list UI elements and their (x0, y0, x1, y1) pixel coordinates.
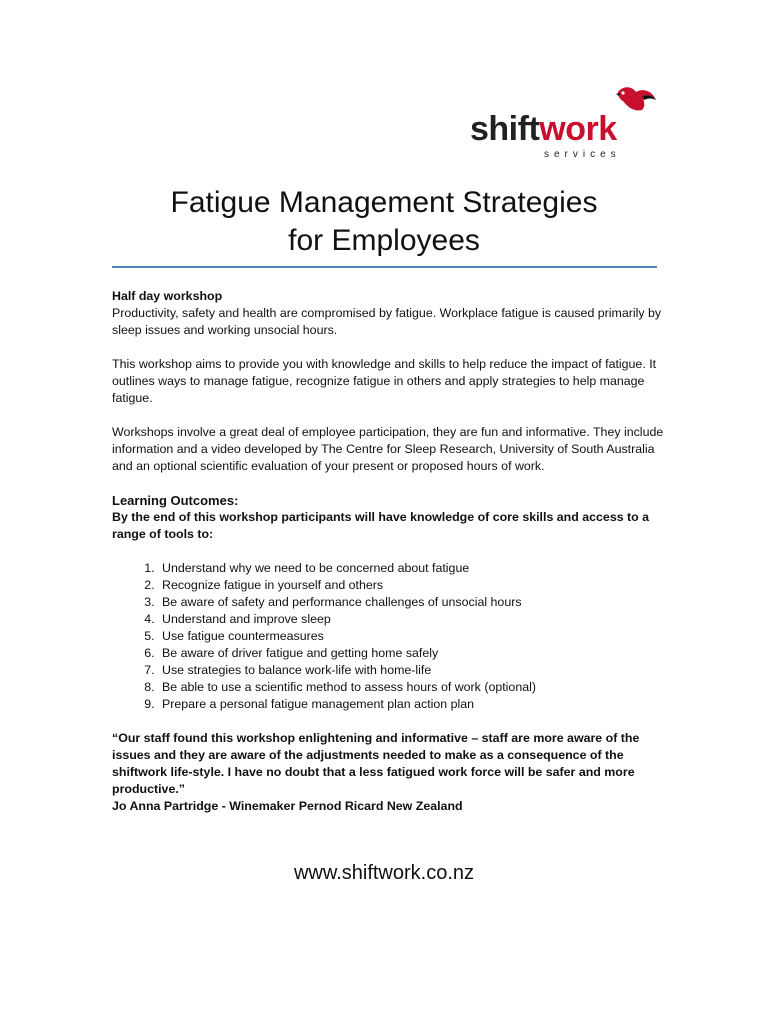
learning-outcomes-heading: Learning Outcomes: (112, 493, 239, 508)
outcomes-list (112, 560, 672, 713)
logo-wordmark: shiftwork (470, 110, 617, 148)
document-body (112, 288, 672, 815)
testimonial (112, 730, 672, 815)
website-link[interactable]: www.shiftwork.co.nz (293, 862, 475, 884)
intro-paragraph (112, 288, 672, 339)
title-line-1: Fatigue Management Strategies (170, 186, 598, 219)
bird-icon (612, 84, 656, 120)
title-divider (112, 266, 657, 268)
intro-text: Productivity, safety and health are compromised by fatigue. Workplace fatigue is caused primarily by sleep issues and working unsocial hours. (112, 306, 662, 337)
title-line-2: for Employees (288, 224, 480, 257)
list-item: 3. Be aware of safety and performance challenges of unsocial hours (158, 594, 672, 611)
list-item: 4. Understand and improve sleep (158, 611, 672, 628)
list-item: 8. Be able to use a scientific method to assess hours of work (optional) (158, 679, 672, 696)
learning-outcomes-section (112, 492, 672, 713)
aim-paragraph: This workshop aims to provide you with knowledge and skills to help reduce the impact of fatigue. It outlines ways to manage fatigue, recognize fatigue in others and apply strategies to help manage fatigue. (112, 357, 657, 405)
list-item: 9. Prepare a personal fatigue management plan action plan (158, 696, 672, 713)
testimonial-attribution: Jo Anna Partridge - Winemaker Pernod Ricard New Zealand (112, 799, 463, 813)
learning-outcomes-lead: By the end of this workshop participants will have knowledge of core skills and access to a range of tools to: (112, 510, 650, 541)
logo-subtitle: services (544, 149, 621, 160)
list-item: 6. Be aware of driver fatigue and getting home safely (158, 645, 672, 662)
list-item: 5. Use fatigue countermeasures (158, 628, 672, 645)
testimonial-quote: “Our staff found this workshop enlightening and informative – staff are more aware of the issues and they are aware of the adjustments needed to make as a consequence of the shiftwork life-style. I have no doubt that a less fatigued work force will be safer and more productive.” (112, 731, 640, 796)
page-title (0, 184, 768, 260)
shiftwork-logo (470, 84, 660, 164)
intro-heading: Half day workshop (112, 289, 223, 303)
list-item: 7. Use strategies to balance work-life with home-life (158, 662, 672, 679)
workshops-paragraph: Workshops involve a great deal of employee participation, they are fun and informative. They include information and a video developed by The Centre for Sleep Research, University of South Australia and an optional scientific evaluation of your present or proposed hours of work. (112, 425, 664, 473)
list-item: 2. Recognize fatigue in yourself and others (158, 577, 672, 594)
list-item: 1. Understand why we need to be concerned about fatigue (158, 560, 672, 577)
